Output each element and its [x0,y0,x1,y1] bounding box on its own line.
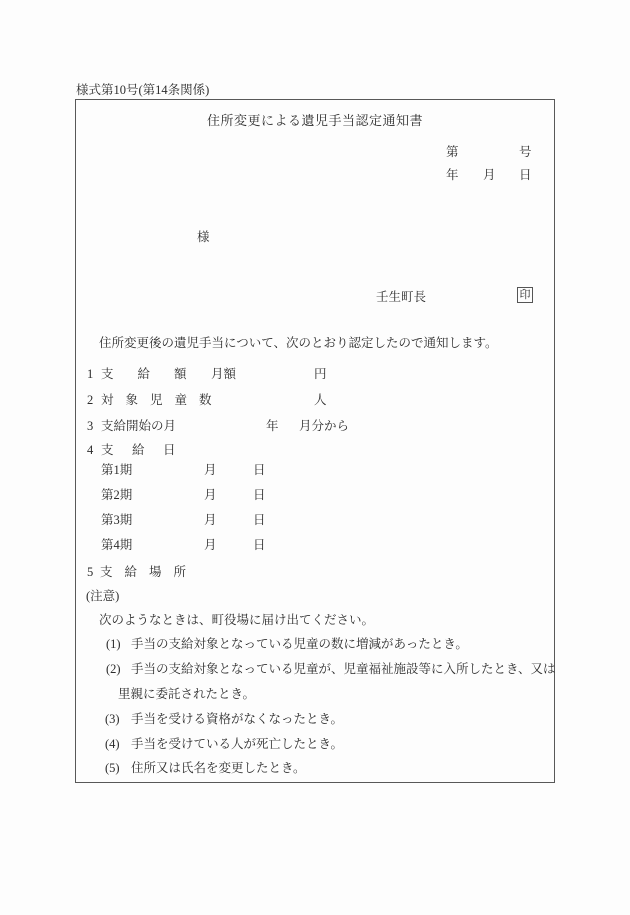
notes-intro: 次のようなときは、町役場に届け出てください。 [99,613,375,627]
note3-number: (3) [105,712,120,726]
period1-day-label: 日 [253,463,266,477]
note5-text: 住所又は氏名を変更したとき。 [131,761,306,775]
item4-number: 4 [87,443,94,457]
notice-box [75,99,555,783]
document-title: 住所変更による遺児手当認定通知書 [206,113,423,128]
note5-number: (5) [105,761,120,775]
note1-text: 手当の支給対象となっている児童の数に増減があったとき。 [131,637,468,651]
period2-day-label: 日 [253,488,266,502]
note2-number: (2) [106,662,121,676]
period4-label: 第4期 [101,538,133,552]
item2-number: 2 [87,393,94,407]
period3-day-label: 日 [253,513,266,527]
issuer-name: 壬生町長 [376,290,427,304]
seal-mark [517,287,533,303]
item1-sub-label: 月額 [211,367,237,381]
item2-label: 対象児童数 [101,393,224,407]
item1-number: 1 [87,367,94,381]
period3-month-label: 月 [204,513,217,527]
date-month-label: 月 [483,168,496,182]
form-number-label: 様式第10号(第14条関係) [76,83,210,97]
period2-label: 第2期 [101,488,133,502]
item1-unit-label: 円 [314,367,327,381]
note3-text: 手当を受ける資格がなくなったとき。 [131,712,344,726]
item5-label: 支給場所 [100,565,199,579]
date-day-label: 日 [519,168,532,182]
doc-number-suffix: 号 [519,145,532,159]
item3-from-label: 月分から [299,419,350,433]
period3-label: 第3期 [101,513,133,527]
note1-number: (1) [106,637,121,651]
item4-label: 支給日 [101,443,195,457]
item5-number: 5 [87,565,94,579]
period4-day-label: 日 [253,538,266,552]
body-text: 住所変更後の遺児手当について、次のとおり認定したので通知します。 [99,336,498,350]
period1-month-label: 月 [204,463,217,477]
item3-number: 3 [87,419,94,433]
period1-label: 第1期 [101,463,133,477]
note4-number: (4) [105,737,120,751]
addressee-honorific: 様 [197,230,210,244]
note2-text-continued: 里親に委託されたとき。 [118,687,256,701]
date-year-label: 年 [446,168,459,182]
seal-character: 印 [519,289,531,301]
item2-unit-label: 人 [314,393,327,407]
item1-label: 支給額 [101,367,211,381]
note2-text: 手当の支給対象となっている児童が、児童福祉施設等に入所したとき、又は [131,662,556,676]
period2-month-label: 月 [204,488,217,502]
doc-number-prefix: 第 [446,145,459,159]
item3-label: 支給開始の月 [101,419,177,433]
item3-year-label: 年 [266,419,279,433]
note4-text: 手当を受けている人が死亡したとき。 [131,737,344,751]
notes-header: (注意) [86,589,120,603]
period4-month-label: 月 [204,538,217,552]
